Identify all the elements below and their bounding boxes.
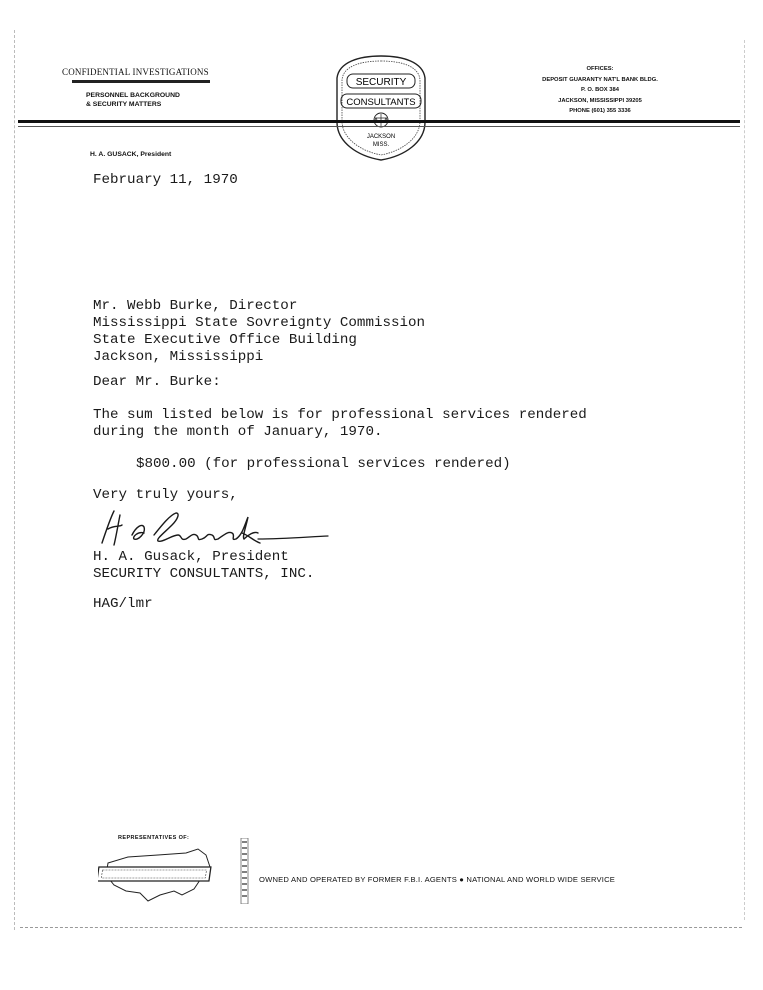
security-consultants-seal	[333, 52, 429, 164]
footer-tagline: OWNED AND OPERATED BY FORMER F.B.I. AGENTS ● NATIONAL AND WORLD WIDE SERVICE	[259, 875, 616, 884]
page-edge-left	[14, 30, 16, 930]
offices-line: PHONE (601) 355 3336	[569, 108, 631, 114]
signer-block	[93, 549, 314, 583]
offices-block	[515, 64, 685, 117]
bottom-rule	[20, 927, 742, 929]
address-line: Jackson, Mississippi	[93, 349, 264, 365]
letterhead-title: CONFIDENTIAL INVESTIGATIONS	[62, 67, 209, 77]
typist-initials: HAG/lmr	[93, 596, 153, 612]
decorative-stripe	[240, 838, 249, 904]
seal-line-2: CONSULTANTS	[346, 97, 416, 108]
letterhead-rule	[18, 120, 740, 123]
seal-line-4: MISS.	[372, 142, 390, 148]
signer-line: H. A. Gusack, President	[93, 549, 289, 565]
offices-line: DEPOSIT GUARANTY NAT'L BANK BLDG.	[542, 76, 658, 83]
body-line: The sum listed below is for professional services rendered	[93, 407, 587, 423]
offices-line: P. O. BOX 384	[581, 87, 619, 93]
handwritten-signature	[92, 505, 332, 551]
seal-line-3: JACKSON	[366, 134, 396, 140]
signer-line: SECURITY CONSULTANTS, INC.	[93, 566, 315, 582]
letterhead-subtitle-1: PERSONNEL BACKGROUND	[86, 92, 180, 99]
us-map-logo	[98, 845, 220, 905]
letterhead-rule-thin	[18, 126, 740, 127]
letterhead-subtitle-2: & SECURITY MATTERS	[86, 101, 162, 108]
page-edge-right	[744, 40, 746, 920]
offices-line: JACKSON, MISSISSIPPI 39205	[558, 97, 642, 104]
address-line: State Executive Office Building	[93, 332, 357, 348]
greeting: Dear Mr. Burke:	[93, 374, 221, 390]
letter-body	[93, 407, 587, 441]
letter-date: February 11, 1970	[93, 172, 238, 188]
president-name: H. A. GUSACK, President	[90, 151, 172, 158]
body-line: during the month of January, 1970.	[93, 424, 383, 440]
amount-line: $800.00 (for professional services rendered)	[136, 456, 511, 472]
closing: Very truly yours,	[93, 487, 238, 503]
address-line: Mississippi State Sovreignty Commission	[93, 315, 426, 331]
representatives-label: REPRESENTATIVES OF:	[118, 835, 190, 841]
seal-line-1: SECURITY	[355, 77, 407, 88]
offices-line: OFFICES:	[586, 66, 614, 72]
recipient-address	[93, 298, 425, 366]
address-line: Mr. Webb Burke, Director	[93, 298, 298, 314]
letterhead-title-rule	[72, 80, 210, 83]
